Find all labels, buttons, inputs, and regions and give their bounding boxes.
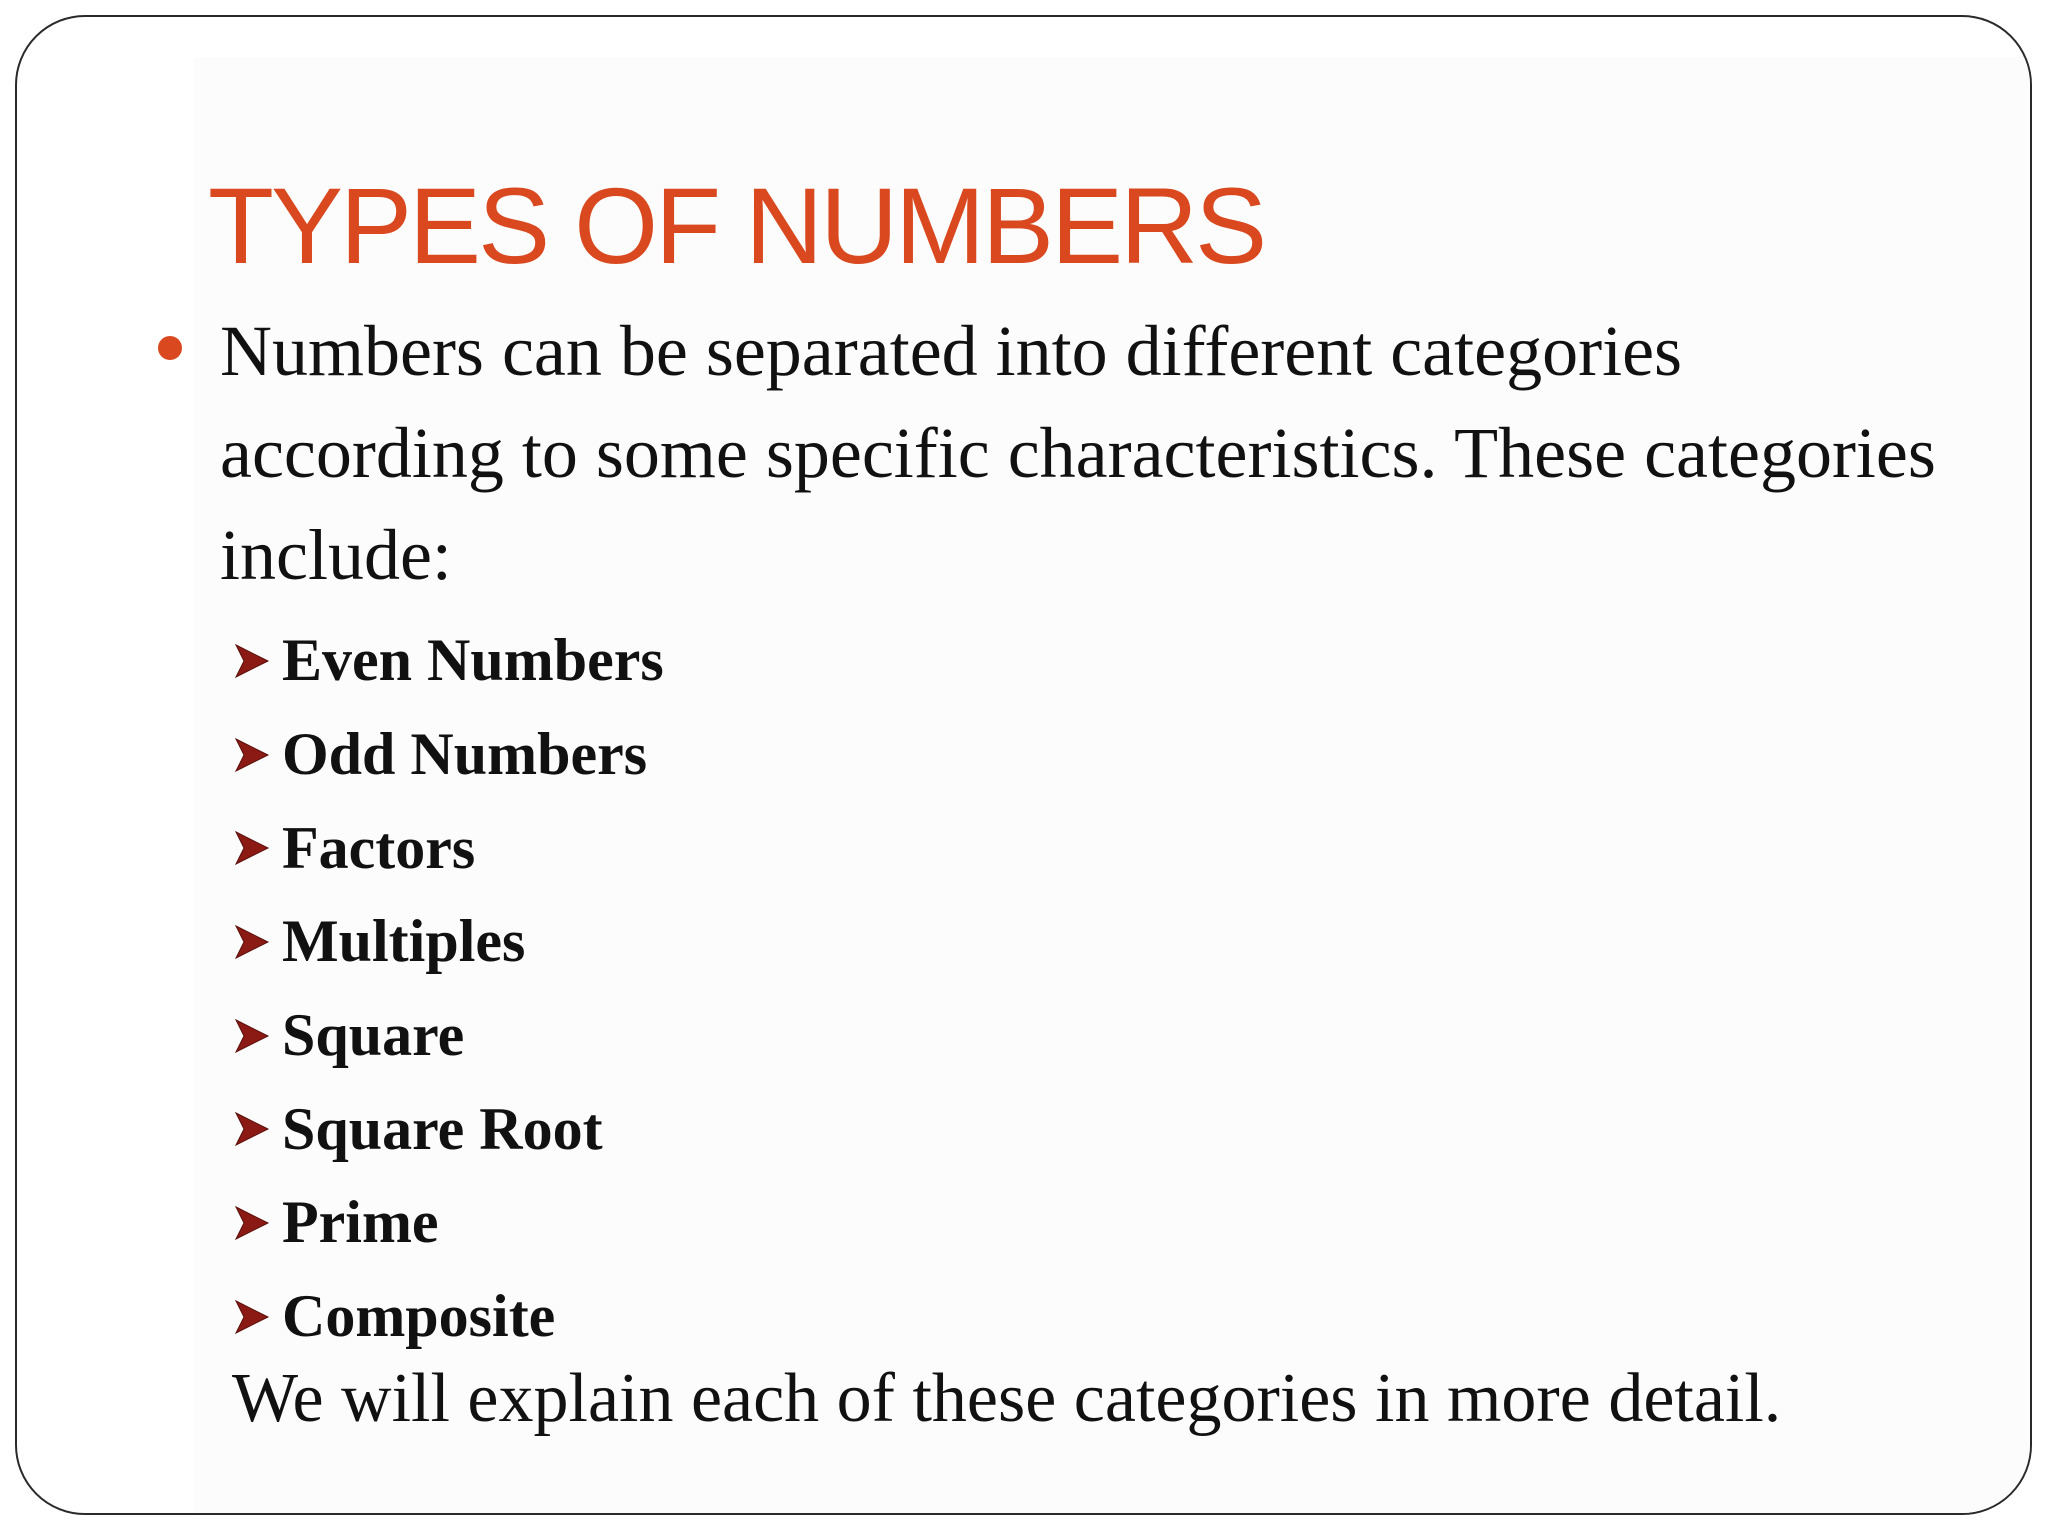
intro-bullet (158, 300, 1938, 606)
category-item (232, 1270, 664, 1364)
category-item (232, 708, 664, 802)
arrow-right-icon (232, 1014, 272, 1058)
arrow-right-icon (232, 639, 272, 683)
category-item (232, 614, 664, 708)
arrow-right-icon (232, 1295, 272, 1339)
category-label: Composite (282, 1283, 556, 1350)
category-label: Factors (282, 814, 476, 881)
arrow-right-icon (232, 733, 272, 777)
arrow-right-icon (232, 1107, 272, 1151)
category-item (232, 895, 664, 989)
slide-title: TYPES OF NUMBERS (208, 165, 1265, 286)
arrow-right-icon (232, 920, 272, 964)
category-label: Multiples (282, 908, 526, 975)
bullet-dot-icon (158, 336, 182, 360)
category-list (232, 614, 664, 1364)
category-item (232, 1176, 664, 1270)
category-label: Square (282, 1002, 465, 1069)
category-item (232, 801, 664, 895)
closing-text: We will explain each of these categories in more detail. (232, 1360, 1782, 1437)
category-label: Even Numbers (282, 627, 664, 694)
intro-text: Numbers can be separated into different categories according to some specific characteristics. These categories include: (220, 311, 1936, 595)
arrow-right-icon (232, 1201, 272, 1245)
arrow-right-icon (232, 826, 272, 870)
category-label: Square Root (282, 1095, 603, 1162)
category-item (232, 1082, 664, 1176)
category-label: Prime (282, 1189, 439, 1256)
category-label: Odd Numbers (282, 721, 648, 788)
category-item (232, 989, 664, 1083)
